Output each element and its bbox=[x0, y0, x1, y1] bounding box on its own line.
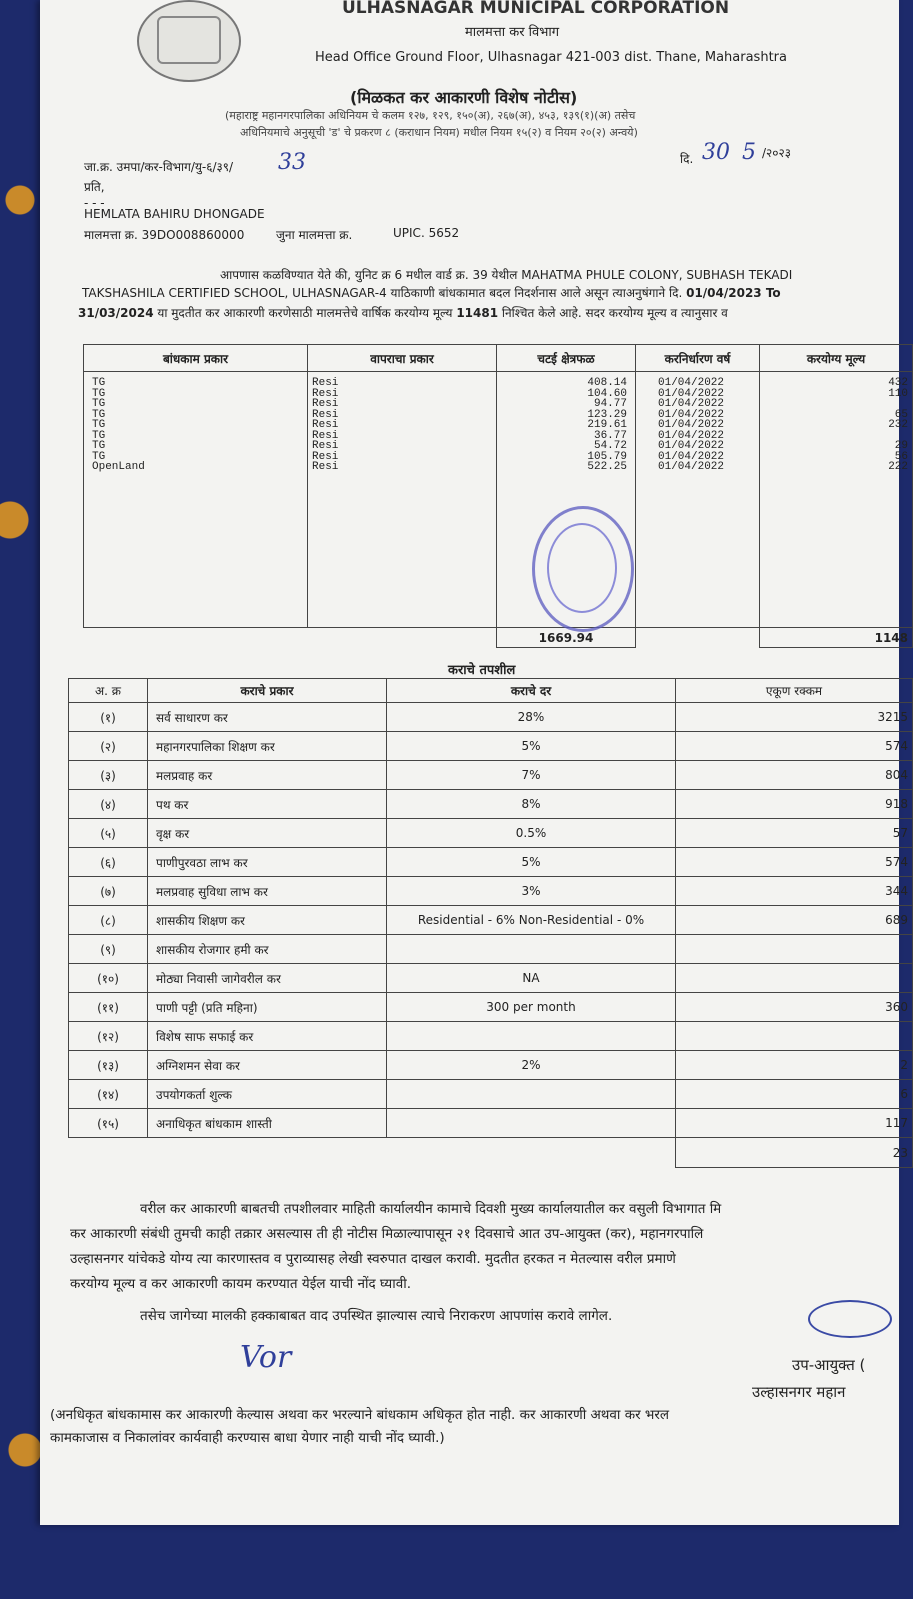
carpet-areas: 408.14 104.60 94.77 123.29 219.61 36.77 54.72 105.79 522.25 bbox=[587, 377, 627, 473]
date-label: दि. bbox=[680, 152, 694, 166]
tax-type: वृक्ष कर bbox=[148, 819, 387, 848]
tax-row bbox=[69, 906, 913, 935]
header-tax-rate: कराचे दर bbox=[387, 679, 676, 703]
taxable-values: 432 110 65 232 29 56 222 bbox=[888, 377, 908, 473]
tax-row bbox=[69, 732, 913, 761]
tax-rate: 2% bbox=[387, 1051, 676, 1080]
tax-serial: (११) bbox=[69, 993, 148, 1022]
header-construction-type: बांधकाम प्रकार bbox=[84, 345, 308, 372]
tax-serial: (९) bbox=[69, 935, 148, 964]
reference-label: जा.क्र. उमपा/कर-विभाग/यु-६/३९/ bbox=[84, 160, 234, 174]
tax-amount: 57 bbox=[676, 819, 913, 848]
corporation-office: उल्हासनगर महान bbox=[752, 1383, 846, 1401]
date-day: 30 bbox=[702, 140, 730, 165]
disclaimer-line-2: कामकाजास व निकालांवर कार्यवाही करण्यास बाधा येणार नाही याची नोंद घ्यावी.) bbox=[50, 1430, 445, 1446]
tax-rate: 28% bbox=[387, 703, 676, 732]
dept-name: मालमत्ता कर विभाग bbox=[465, 25, 560, 40]
tax-amount: 689 bbox=[676, 906, 913, 935]
tax-rate: 0.5% bbox=[387, 819, 676, 848]
tax-row bbox=[69, 877, 913, 906]
tax-notice-paper bbox=[40, 0, 908, 1525]
tax-amount: 344 bbox=[676, 877, 913, 906]
tax-type: शासकीय रोजगार हमी कर bbox=[148, 935, 387, 964]
reference-number: 33 bbox=[278, 150, 306, 175]
total-taxable-value: 1148 bbox=[760, 628, 913, 648]
tax-rate: 300 per month bbox=[387, 993, 676, 1022]
owner-name: HEMLATA BAHIRU DHONGADE bbox=[84, 207, 265, 221]
body-line-2: TAKSHASHILA CERTIFIED SCHOOL, ULHASNAGAR-4 याठिकाणी बांधकामात बदल निदर्शनास आले असून त्याअनुषंगाने दि. bbox=[82, 286, 687, 300]
tax-row bbox=[69, 1022, 913, 1051]
tax-rate bbox=[387, 1109, 676, 1138]
period-start: 01/04/2023 To bbox=[686, 286, 781, 300]
tax-rate: NA bbox=[387, 964, 676, 993]
tax-rate bbox=[387, 1022, 676, 1051]
tax-row bbox=[69, 761, 913, 790]
to-dashes: - - - bbox=[84, 196, 105, 210]
tax-amount: 3215 bbox=[676, 703, 913, 732]
construction-types: TG TG TG TG TG TG TG TG OpenLand bbox=[92, 377, 145, 473]
tax-rate: 5% bbox=[387, 732, 676, 761]
tax-amount: 574 bbox=[676, 848, 913, 877]
tax-type: उपयोगकर्ता शुल्क bbox=[148, 1080, 387, 1109]
tax-serial: (४) bbox=[69, 790, 148, 819]
header-carpet-area: चटई क्षेत्रफळ bbox=[497, 345, 636, 372]
tax-row bbox=[69, 790, 913, 819]
header-serial: अ. क्र bbox=[69, 679, 148, 703]
corp-name: ULHASNAGAR MUNICIPAL CORPORATION bbox=[342, 0, 730, 18]
tax-amount: 918 bbox=[676, 790, 913, 819]
tax-row bbox=[69, 848, 913, 877]
tax-row bbox=[69, 819, 913, 848]
tax-amount bbox=[676, 935, 913, 964]
tax-rate bbox=[387, 1080, 676, 1109]
tax-amount: 117 bbox=[676, 1109, 913, 1138]
tax-type: शासकीय शिक्षण कर bbox=[148, 906, 387, 935]
tax-type: विशेष साफ सफाई कर bbox=[148, 1022, 387, 1051]
notice-subtitle-1: (महाराष्ट्र महानगरपालिका अधिनियम चे कलम १२७, १२९, १५०(अ), २६७(अ), ४५३, १३९(१)(अ) तसेच bbox=[225, 109, 636, 122]
tax-serial: (८) bbox=[69, 906, 148, 935]
header-tax-type: कराचे प्रकार bbox=[148, 679, 387, 703]
tax-rate: 5% bbox=[387, 848, 676, 877]
tax-type: अनाधिकृत बांधकाम शास्ती bbox=[148, 1109, 387, 1138]
tax-type: सर्व साधारण कर bbox=[148, 703, 387, 732]
tax-type: मलप्रवाह कर bbox=[148, 761, 387, 790]
disclaimer-line-1: (अनधिकृत बांधकामास कर आकारणी केल्यास अथवा कर भरल्याने बांधकाम अधिकृत होत नाही. कर आकारणी अथवा कर भरल bbox=[50, 1407, 670, 1423]
tax-type: पथ कर bbox=[148, 790, 387, 819]
deputy-commissioner-title: उप-आयुक्त ( bbox=[792, 1356, 866, 1374]
upic-number: UPIC. 5652 bbox=[393, 226, 460, 240]
tax-row bbox=[69, 1051, 913, 1080]
info-para-line-1: वरील कर आकारणी बाबतची तपशीलवार माहिती कार्यालयीन कामाचे दिवशी मुख्य कार्यालयातील कर वसुली विभागात मि bbox=[140, 1201, 722, 1217]
tax-details-table bbox=[68, 678, 913, 1168]
head-office-address: Head Office Ground Floor, Ulhasnagar 421-003 dist. Thane, Maharashtra bbox=[315, 50, 787, 65]
usage-types: Resi Resi Resi Resi Resi Resi Resi Resi Resi bbox=[312, 377, 339, 473]
tax-type: पाणीपुरवठा लाभ कर bbox=[148, 848, 387, 877]
official-seal-stamp bbox=[532, 506, 634, 632]
grand-total: 23 bbox=[676, 1138, 913, 1168]
date-year: /२०२३ bbox=[762, 146, 792, 160]
tax-serial: (१५) bbox=[69, 1109, 148, 1138]
tax-amount bbox=[676, 1022, 913, 1051]
body-line-3-end: निश्चित केले आहे. सदर करयोग्य मूल्य व त्यानुसार व bbox=[498, 306, 728, 320]
tax-amount bbox=[676, 964, 913, 993]
info-para-line-4: करयोग्य मूल्य व कर आकारणी कायम करण्यात येईल याची नोंद घ्यावी. bbox=[70, 1276, 412, 1292]
tax-type: अग्निशमन सेवा कर bbox=[148, 1051, 387, 1080]
notice-title: (मिळकत कर आकारणी विशेष नोटीस) bbox=[350, 88, 578, 107]
to-label: प्रति, bbox=[84, 180, 105, 194]
tax-type: मलप्रवाह सुविधा लाभ कर bbox=[148, 877, 387, 906]
tax-rate: Residential - 6% Non-Residential - 0% bbox=[387, 906, 676, 935]
tax-serial: (१४) bbox=[69, 1080, 148, 1109]
old-property-label: जुना मालमत्ता क्र. bbox=[276, 228, 353, 242]
handwritten-signature: Vor bbox=[240, 1340, 292, 1375]
tax-serial: (१०) bbox=[69, 964, 148, 993]
tax-row bbox=[69, 935, 913, 964]
body-line-3: या मुदतीत कर आकारणी करणेसाठी मालमत्तेचे वार्षिक करयोग्य मूल्य bbox=[153, 306, 457, 320]
tax-details-title: कराचे तपशील bbox=[448, 663, 516, 678]
header-total-amount: एकूण रक्कम bbox=[676, 679, 913, 703]
tax-row bbox=[69, 1109, 913, 1138]
tax-row bbox=[69, 964, 913, 993]
tax-rate: 7% bbox=[387, 761, 676, 790]
tax-serial: (६) bbox=[69, 848, 148, 877]
tax-row bbox=[69, 1080, 913, 1109]
tax-type: मोठ्या निवासी जागेवरील कर bbox=[148, 964, 387, 993]
body-line-1: आपणास कळविण्यात येते की, युनिट क्र 6 मधील वार्ड क्र. 39 येथील MAHATMA PHULE COLONY, SUBHASH TEKADI bbox=[220, 268, 793, 282]
period-end: 31/03/2024 bbox=[78, 306, 154, 320]
info-para-line-2: कर आकारणी संबंधी तुमची काही तक्रार असल्यास ती ही नोटीस मिळाल्यापासून २१ दिवसाचे आत उप-आयुक्त (कर), महानगरपालि bbox=[70, 1226, 704, 1242]
total-area: 1669.94 bbox=[497, 628, 636, 648]
tax-amount: 2 bbox=[676, 1051, 913, 1080]
tax-row bbox=[69, 703, 913, 732]
header-assessment-year: करनिर्धारण वर्ष bbox=[636, 345, 760, 372]
header-taxable-value: करयोग्य मूल्य bbox=[760, 345, 913, 372]
notice-subtitle-2: अधिनियमाचे अनुसूची 'ड' चे प्रकरण ८ (कराधान नियम) मधील नियम १५(२) व नियम २०(२) अन्वये) bbox=[240, 126, 638, 139]
tax-type: पाणी पट्टी (प्रति महिना) bbox=[148, 993, 387, 1022]
tax-serial: (१२) bbox=[69, 1022, 148, 1051]
tax-type: महानगरपालिका शिक्षण कर bbox=[148, 732, 387, 761]
tax-serial: (२) bbox=[69, 732, 148, 761]
tax-serial: (५) bbox=[69, 819, 148, 848]
tax-serial: (७) bbox=[69, 877, 148, 906]
tax-amount: 6 bbox=[676, 1080, 913, 1109]
tax-rate: 8% bbox=[387, 790, 676, 819]
corporation-logo bbox=[137, 0, 241, 82]
tax-rate: 3% bbox=[387, 877, 676, 906]
officer-signature-scribble bbox=[808, 1300, 892, 1338]
header-usage-type: वापराचा प्रकार bbox=[308, 345, 497, 372]
tax-row bbox=[69, 993, 913, 1022]
tax-serial: (१३) bbox=[69, 1051, 148, 1080]
tax-serial: (१) bbox=[69, 703, 148, 732]
ownership-dispute-note: तसेच जागेच्या मालकी हक्काबाबत वाद उपस्थित झाल्यास त्याचे निराकरण आपणांस करावे लागेल. bbox=[140, 1308, 613, 1324]
property-number: मालमत्ता क्र. 39DO008860000 bbox=[84, 228, 245, 242]
date-month: 5 bbox=[742, 140, 756, 165]
annual-value: 11481 bbox=[456, 306, 499, 320]
tax-amount: 574 bbox=[676, 732, 913, 761]
construction-table bbox=[83, 344, 913, 648]
assessment-years: 01/04/2022 01/04/2022 01/04/2022 01/04/2022 01/04/2022 01/04/2022 01/04/2022 01/04/2022 01/04/2022 bbox=[658, 377, 725, 473]
tax-rate bbox=[387, 935, 676, 964]
tax-amount: 360 bbox=[676, 993, 913, 1022]
tax-serial: (३) bbox=[69, 761, 148, 790]
tax-amount: 804 bbox=[676, 761, 913, 790]
info-para-line-3: उल्हासनगर यांचेकडे योग्य त्या कारणास्तव व पुराव्यासह लेखी स्वरुपात दाखल करावी. मुदतीत हरकत न मेतल्यास वरील प्रमाणे bbox=[70, 1251, 676, 1267]
